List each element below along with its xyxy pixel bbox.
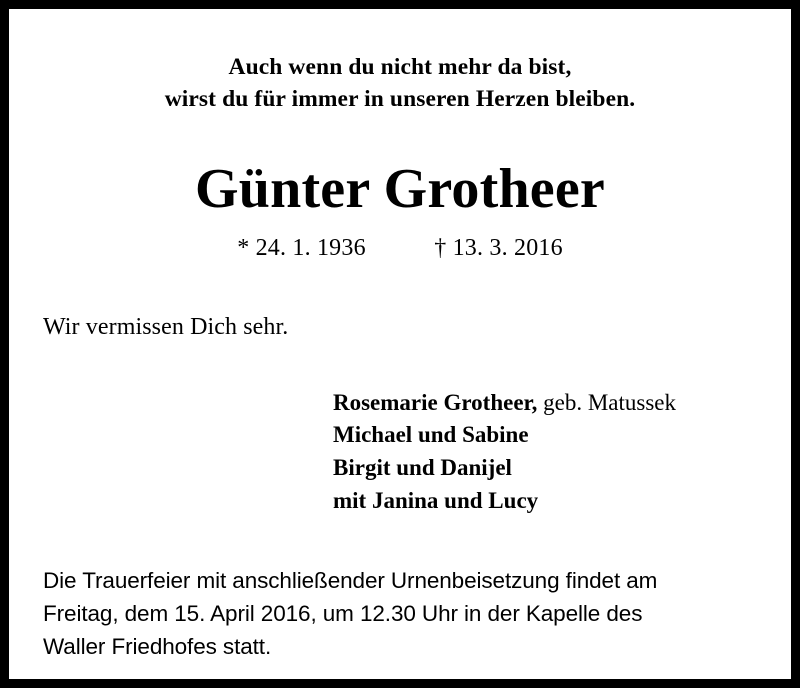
- ceremony-line-1: Die Trauerfeier mit anschließender Urnenbeisetzung findet am: [43, 568, 658, 594]
- memorial-verse: [43, 51, 757, 116]
- ceremony-line-3: Waller Friedhofes statt.: [43, 633, 272, 659]
- family-line-1: [333, 387, 757, 420]
- deceased-name: Günter Grotheer: [195, 157, 605, 220]
- family-line-4: [333, 485, 757, 518]
- family-name-4: mit Janina und Lucy: [333, 487, 539, 513]
- missing-message: Wir vermissen Dich sehr.: [43, 313, 289, 340]
- family-line-3: [333, 452, 757, 485]
- family-name-1: Rosemarie Grotheer,: [333, 389, 538, 415]
- ceremony-details: [43, 565, 757, 663]
- verse-line-1: Auch wenn du nicht mehr da bist,: [228, 54, 572, 80]
- birth-date: * 24. 1. 1936: [237, 234, 366, 261]
- family-name-3: Birgit und Danijel: [333, 454, 512, 480]
- family-suffix-1: geb. Matussek: [537, 389, 677, 415]
- verse-line-2: wirst du für immer in unseren Herzen bleiben.: [164, 86, 636, 113]
- family-name-2: Michael und Sabine: [333, 422, 529, 448]
- ceremony-line-2: Freitag, dem 15. April 2016, um 12.30 Uhr in der Kapelle des: [43, 600, 643, 626]
- family-signatures: [333, 387, 757, 518]
- family-line-2: [333, 419, 757, 452]
- life-dates: [43, 235, 757, 262]
- death-date: † 13. 3. 2016: [434, 234, 563, 261]
